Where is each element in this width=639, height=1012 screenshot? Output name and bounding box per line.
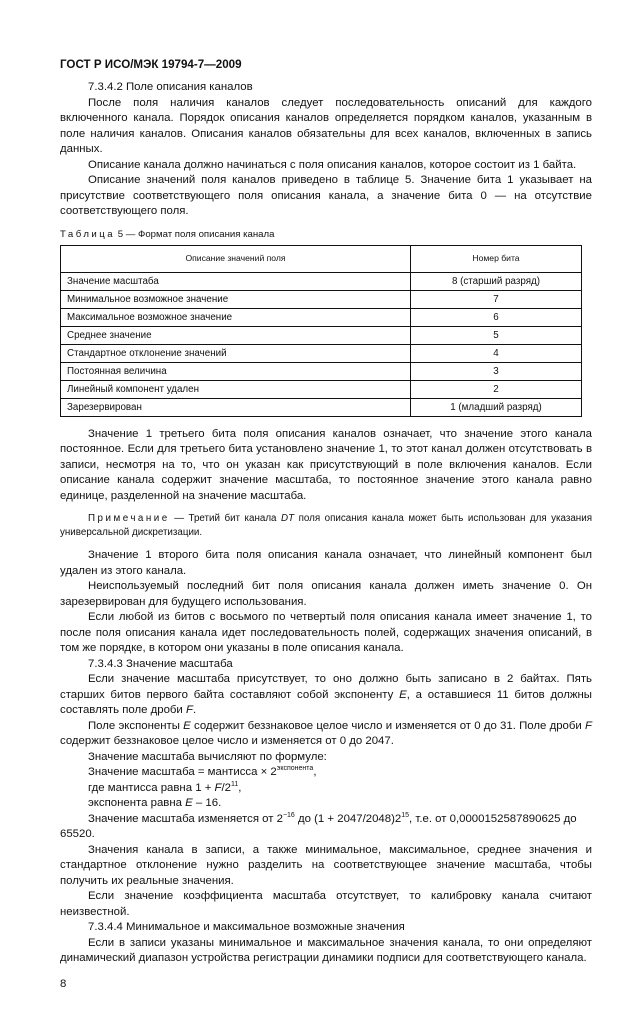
text: где мантисса равна 1 + [88,781,215,794]
paragraph: Описание канала должно начинаться с поля описания каналов, которое состоит из 1 байта. [88,158,577,171]
text: , [238,781,242,794]
table-row [61,398,582,416]
field-description-cell: Среднее значение [61,326,411,344]
table-row [61,308,582,326]
text: , т.е. от 0,0000152587890625 до 65520. [60,812,577,840]
field-description-cell: Минимальное возможное значение [61,290,411,308]
section-heading: 7.3.4.3 Значение масштаба [88,657,233,670]
text: , а оставшиеся 11 битов должны составлять поле дроби [60,688,592,716]
table-row [61,290,582,308]
paragraph: Неиспользуемый последний бит поля описания канала должен иметь значение 0. Он зарезервирован для будущего использования. [60,580,592,608]
column-header: Описание значений поля [61,245,411,272]
superscript: экспонента [276,765,314,772]
paragraph: Значение 1 второго бита поля описания канала означает, что линейный компонент был удален из этого канала. [60,549,592,577]
section-heading: 7.3.4.2 Поле описания каналов [88,81,253,93]
bit-number-cell: 3 [411,362,582,380]
note-text: — Третий бит канала [169,513,282,524]
text: . [192,704,197,716]
caption-text: 5 — Формат поля описания канала [115,228,275,240]
var-f: F [585,719,592,732]
field-description-cell: Зарезервирован [61,398,411,416]
superscript: −16 [282,811,295,819]
var-f: F [185,704,193,716]
superscript: 11 [231,780,239,788]
text: Значение масштаба = мантисса × 2 [88,766,277,778]
note-label: Примечание [88,513,170,524]
bit-number-cell: 8 (старший разряд) [411,272,582,290]
text: экспонента равна [88,797,186,809]
field-description-cell: Значение масштаба [61,272,411,290]
bit-number-cell: 5 [411,326,582,344]
formula-range [60,812,592,843]
text: , [313,766,317,778]
section-heading: 7.3.4.4 Минимальное и максимальное возможные значения [88,921,405,933]
page-number: 8 [60,977,67,990]
text: Если значение масштаба присутствует, то оно должно быть записано в 2 байтах. Пять старших битов первого байта составляют собой экспоненту [60,673,592,701]
formula-intro: Значение масштаба вычисляют по формуле: [88,750,327,763]
paragraph: Если значение коэффициента масштаба отсутствует, то калибровку канала считают неизвестной. [60,890,592,918]
paragraph [60,672,592,719]
var-e: E [399,688,407,701]
paragraph: После поля наличия каналов следует последовательность описаний для каждого включенного канала. Порядок описания каналов определяется порядком каналов, указанным в поле наличия каналов. Описания каналов обязательны для всех каналов, включенных в запись данных. [60,96,592,155]
table-5 [60,245,582,417]
text: содержит беззнаковое целое число и изменяется от 0 до 2047. [60,735,394,747]
field-description-cell: Линейный компонент удален [61,380,411,398]
paragraph [60,719,592,750]
table-caption [60,228,592,241]
text: до (1 + 2047/2048)2 [294,812,402,825]
table-row [61,326,582,344]
table-row [61,344,582,362]
formula-mantissa [60,781,592,797]
paragraph: Значения канала в записи, а также минимальное, максимальное, среднее значения и стандартное отклонение нужно разделить на соответствующее значение масштаба, чтобы получить их реальные значения. [60,843,592,887]
bit-number-cell: 1 (младший разряд) [411,398,582,416]
table-row [61,272,582,290]
bit-number-cell: 6 [411,308,582,326]
field-description-cell: Стандартное отклонение значений [61,344,411,362]
paragraph: Если любой из битов с восьмого по четвертый поля описания канала имеет значение 1, то после поля описания канала идет последовательность полей, содержащих значения описаний, в том же порядке, в котором они указаны в поле описания канала. [60,611,592,654]
table-header-row [61,245,582,272]
paragraph: Если в записи указаны минимальное и максимальное значения канала, то они определяют динамический диапазон устройства регистрации динамики подписи для соответствующего канала. [60,936,592,964]
superscript: 15 [401,811,410,819]
bit-number-cell: 2 [411,380,582,398]
table-row [61,380,582,398]
var-e: E [185,797,193,809]
text: Поле экспоненты [88,719,184,732]
formula-exponent [60,796,592,812]
var-f: F [214,781,222,794]
text: – 16. [192,797,222,809]
note-italic: DT [281,513,295,524]
after-table-block [60,427,592,967]
formula [60,765,592,781]
paragraph: Значение 1 третьего бита поля описания каналов означает, что значение этого канала постоянное. Если для третьего бита установлено значение 1, то этот канал должен отсутствовать в записи, несмотря на то, что он указан как присутствующий в поле включения каналов. Если описание канала содержит значение масштаба, то постоянное значение этого канала равно единице, разделенной на значение масштаба. [60,427,592,502]
bit-number-cell: 7 [411,290,582,308]
text: /2 [221,781,232,794]
document-header: ГОСТ Р ИСО/МЭК 19794-7—2009 [60,58,242,71]
text: содержит беззнаковое целое число и изменяется от 0 до 31. Поле дроби [190,719,586,732]
table-row [61,362,582,380]
text: Значение масштаба изменяется от 2 [88,812,283,825]
paragraph: Описание значений поля каналов приведено в таблице 5. Значение бита 1 указывает на присутствие соответствующего поля описания канала, а значение бита 0 — на отсутствие соответствующего поля. [60,174,592,217]
var-e: E [183,719,191,732]
column-header: Номер бита [411,245,582,272]
field-description-cell: Максимальное возможное значение [61,308,411,326]
field-description-cell: Постоянная величина [61,362,411,380]
section-7-3-4-2 [60,80,592,220]
caption-label: Таблица [60,228,116,240]
note [60,512,592,540]
bit-number-cell: 4 [411,344,582,362]
note-text: поля описания канала может быть использован для указания универсальной дискретизации. [60,513,592,538]
